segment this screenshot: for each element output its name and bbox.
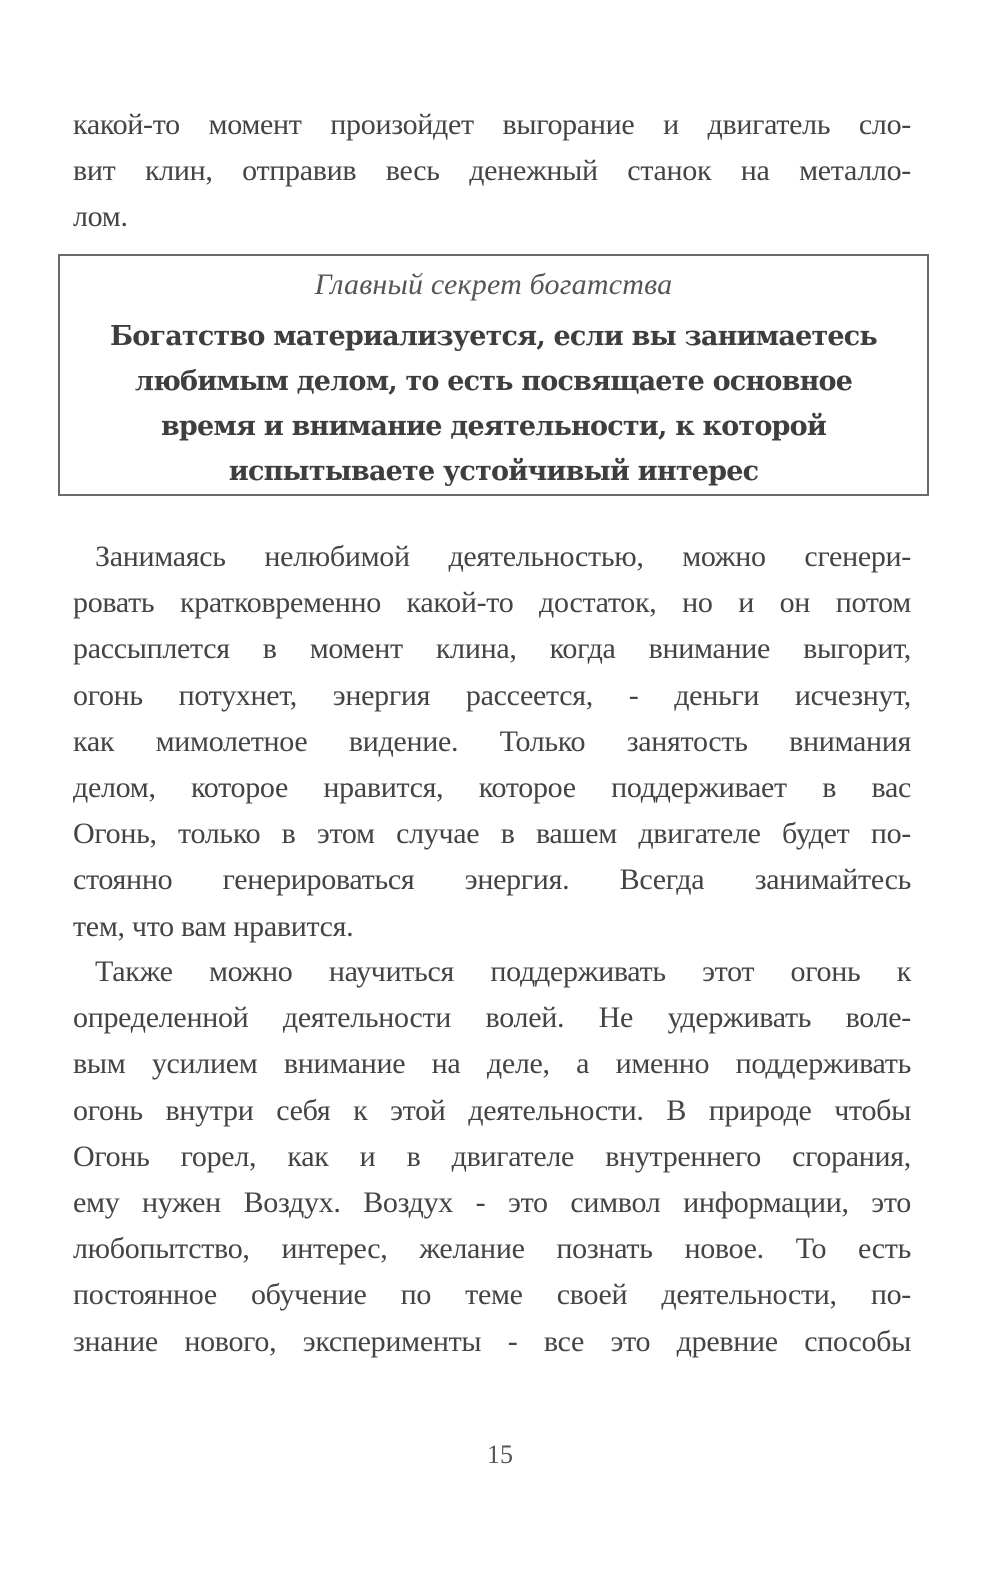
text-line: тем, что вам нравится. bbox=[73, 909, 354, 943]
callout-line: испытываете устойчивый интерес bbox=[228, 456, 759, 487]
callout-line: время и внимание деятельности, к которой bbox=[160, 411, 827, 442]
text-line: постоянное обучение по теме своей деятельности, по- bbox=[73, 1278, 911, 1312]
callout-box bbox=[58, 254, 929, 496]
text-line: Огонь горел, как и в двигателе внутреннего сгорания, bbox=[73, 1139, 911, 1173]
page-number: 15 bbox=[487, 1440, 513, 1469]
continued-paragraph bbox=[73, 102, 911, 241]
text-line: Занимаясь нелюбимой деятельностью, можно сгенери- bbox=[95, 540, 911, 573]
text-line: вым усилием внимание на деле, а именно поддерживать bbox=[73, 1047, 911, 1081]
text-line: делом, которое нравится, которое поддерживает в вас bbox=[73, 770, 911, 804]
text-line: Огонь, только в этом случае в вашем двигателе будет по- bbox=[73, 817, 911, 851]
callout-title: Главный секрет богатства bbox=[314, 268, 673, 301]
text-line: ему нужен Воздух. Воздух - это символ информации, это bbox=[73, 1185, 911, 1219]
text-line: определенной деятельности волей. Не удерживать воле- bbox=[73, 1001, 911, 1035]
paragraph-1 bbox=[73, 534, 911, 950]
text-line: огонь потухнет, энергия рассеется, - деньги исчезнут, bbox=[73, 678, 911, 712]
text-line: ровать кратковременно какой-то достаток, но и он потом bbox=[73, 586, 911, 620]
text-line: как мимолетное видение. Только занятость внимания bbox=[73, 724, 911, 758]
text-line: любопытство, интерес, желание познать новое. То есть bbox=[73, 1232, 911, 1266]
text-line: вит клин, отправив весь денежный станок на металло- bbox=[73, 154, 911, 188]
paragraph-2 bbox=[73, 949, 911, 1365]
text-line: рассыплется в момент клина, когда внимание выгорит, bbox=[73, 632, 911, 666]
text-line: какой-то момент произойдет выгорание и двигатель сло- bbox=[73, 108, 911, 141]
text-line: лом. bbox=[73, 200, 128, 234]
text-line: Также можно научиться поддерживать этот огонь к bbox=[95, 955, 911, 988]
text-line: знание нового, эксперименты - все это древние способы bbox=[73, 1324, 911, 1358]
text-line: огонь внутри себя к этой деятельности. В природе чтобы bbox=[73, 1093, 911, 1127]
callout-line: Богатство материализуется, если вы занимаетесь bbox=[110, 321, 877, 352]
callout-line: любимым делом, то есть посвящаете основное bbox=[134, 366, 853, 397]
callout-body bbox=[60, 314, 927, 494]
text-line: стоянно генерироваться энергия. Всегда занимайтесь bbox=[73, 863, 911, 897]
